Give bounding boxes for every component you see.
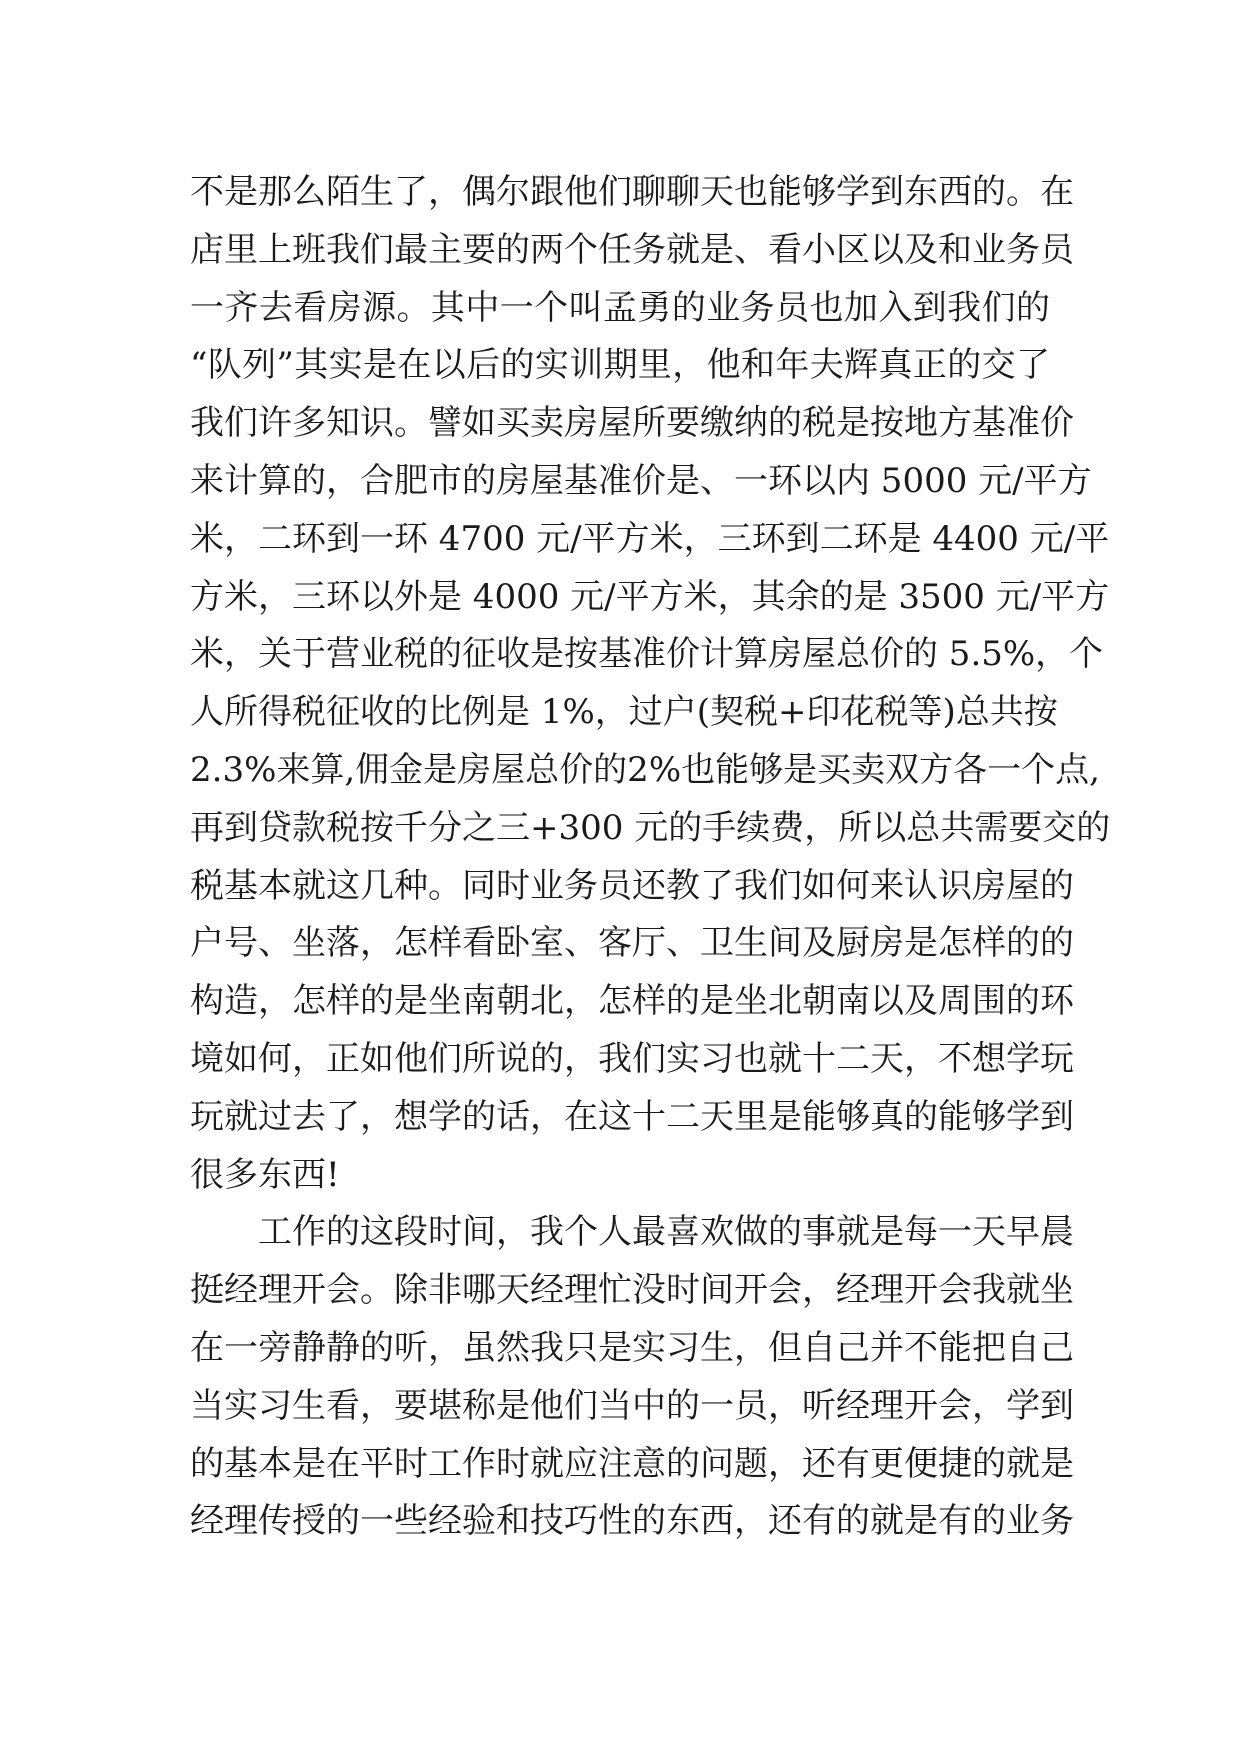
body-text	[190, 164, 1111, 1551]
text-line: 米，关于营业税的征收是按基准价计算房屋总价的 5.5%，个	[190, 634, 1104, 675]
text-line: 经理传授的一些经验和技巧性的东西，还有的就是有的业务	[190, 1501, 1074, 1542]
text-line: 挺经理开会。除非哪天经理忙没时间开会，经理开会我就坐	[190, 1270, 1074, 1311]
text-line: 方米，三环以外是 4000 元/平方米，其余的是 3500 元/平方	[190, 576, 1110, 617]
text-line: 税基本就这几种。同时业务员还教了我们如何来认识房屋的	[190, 865, 1074, 906]
text-line: 我们许多知识。譬如买卖房屋所要缴纳的税是按地方基准价	[190, 403, 1074, 444]
text-line: 境如何，正如他们所说的，我们实习也就十二天，不想学玩	[190, 1038, 1074, 1079]
text-line: 再到贷款税按千分之三+300 元的手续费，所以总共需要交的	[190, 807, 1111, 848]
text-line: 的基本是在平时工作时就应注意的问题，还有更便捷的就是	[190, 1443, 1074, 1484]
text-line: “队列”其实是在以后的实训期里，他和年夫辉真正的交了	[190, 345, 1050, 386]
text-line: 当实习生看，要堪称是他们当中的一员，听经理开会，学到	[190, 1385, 1074, 1426]
text-line: 工作的这段时间，我个人最喜欢做的事就是每一天早晨	[258, 1212, 1074, 1253]
text-line: 来计算的，合肥市的房屋基准价是、一环以内 5000 元/平方	[190, 460, 1092, 501]
text-line: 很多东西!	[190, 1154, 340, 1195]
text-line: 在一旁静静的听，虽然我只是实习生，但自己并不能把自己	[190, 1327, 1074, 1368]
text-line: 构造，怎样的是坐南朝北，怎样的是坐北朝南以及周围的环	[190, 981, 1074, 1022]
text-line: 米，二环到一环 4700 元/平方米，三环到二环是 4400 元/平	[190, 518, 1110, 559]
text-line: 户号、坐落，怎样看卧室、客厅、卫生间及厨房是怎样的的	[190, 923, 1074, 964]
text-line: 人所得税征收的比例是 1%，过户(契税+印花税等)总共按	[190, 692, 1058, 733]
text-line: 店里上班我们最主要的两个任务就是、看小区以及和业务员	[190, 229, 1074, 270]
text-line: 2.3%来算,佣金是房屋总价的2%也能够是买卖双方各一个点,	[190, 749, 1100, 790]
text-line: 玩就过去了，想学的话，在这十二天里是能够真的能够学到	[190, 1096, 1074, 1137]
text-line: 不是那么陌生了，偶尔跟他们聊聊天也能够学到东西的。在	[190, 172, 1074, 212]
text-line: 一齐去看房源。其中一个叫孟勇的业务员也加入到我们的	[190, 287, 1050, 328]
